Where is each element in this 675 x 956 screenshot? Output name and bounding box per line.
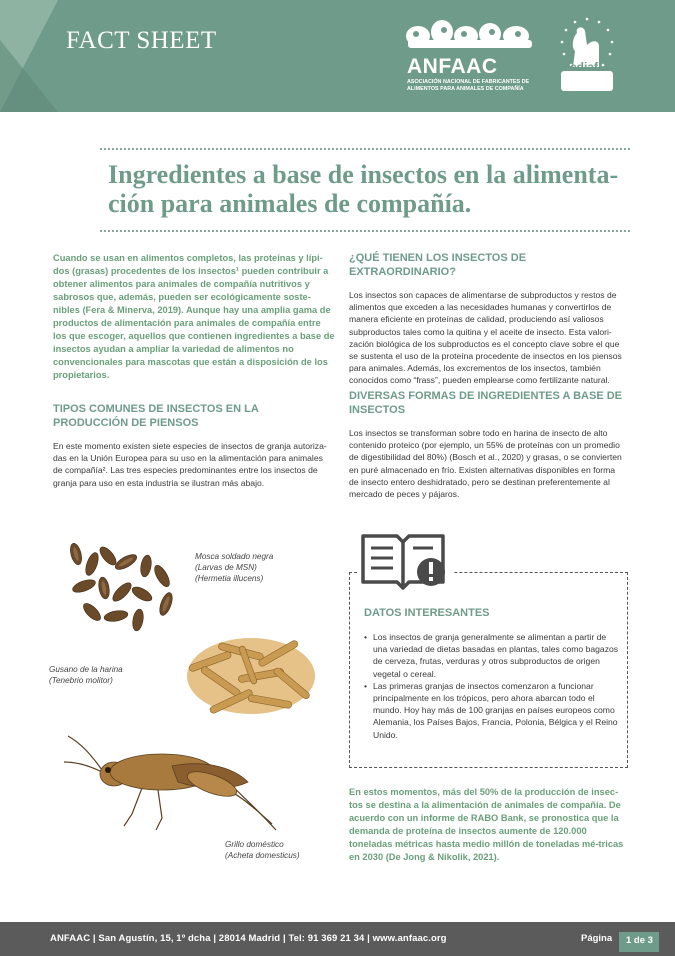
caption-mosca-latin: (Hermetia illucens)	[195, 574, 264, 583]
section-tipos-heading: TIPOS COMUNES DE INSECTOS EN LA PRODUCCIÓN DE PIENSOS	[53, 403, 259, 429]
caption-gusano-latin: (Tenebrio molitor)	[49, 676, 113, 685]
page-title: Ingredientes a base de insectos en la alimenta-ción para animales de compañía.	[108, 160, 619, 218]
list-item: • Los insectos de granja generalmente se alimentan a partir de una variedad de dietas basadas en plantas, tales como bagazos de cerveza, frutas, verduras y otros subproductos de origen vegetal o cereal.	[364, 631, 620, 680]
section-formas-body: Los insectos se transforman sobre todo en harina de insecto de alto contenido proteico (por ejemplo, un 55% de proteínas con un promedio de digestibilidad del 80%) (Bosch et al., 2020) y grasas, o se convierten en puré almacenado en frío. Existen alternativas disponibles en forma de insecto entero deshidratado, pero se destinan preferentemente al mercado de peces y pájaros.	[349, 428, 622, 500]
anfaac-wordmark: ANFAAC	[407, 55, 498, 78]
intro-paragraph: Cuando se usan en alimentos completos, las proteínas y lípi-dos (grasas) procedentes de los insectos¹ pueden contribuir a obtener alimentos para animales de compañía nutritivos y sabrosos que, además, pueden ser ecológicamente soste-nibles (Fera & Minerva, 2019). Aunque hay una amplia gama de productos de alimentación para animales de compañía entre los que escoger, aquellos que contienen ingredientes a base de insectos ayudan a ampliar la variedad de alimentos no convencionales para mascotas que están a disposición de los propietarios.	[53, 253, 335, 380]
caption-gusano-common: Gusano de la harina	[49, 665, 123, 674]
open-book-alert-icon	[357, 528, 453, 592]
page-number: 1 de 3	[626, 935, 653, 946]
title-divider-bottom	[100, 230, 630, 232]
black-soldier-fly-larvae-image	[62, 534, 202, 634]
datos-list	[364, 631, 620, 741]
header-triangle-decoration	[0, 0, 120, 112]
title-divider-top	[100, 148, 630, 150]
fediaf-wordmark: fediaf	[566, 60, 599, 74]
section-formas	[349, 389, 627, 500]
anfaac-subtitle: ASOCIACIÓN NACIONAL DE FABRICANTES DE ALIMENTOS PARA ANIMALES DE COMPAÑÍA	[407, 79, 530, 92]
fediaf-logo-icon	[555, 15, 619, 99]
caption-gusano	[49, 664, 123, 686]
datos-box	[349, 572, 628, 768]
caption-grillo	[225, 839, 300, 861]
section-tipos-body: En este momento existen siete especies de insectos de granja autoriza-das en la Unión Europea para su uso en la alimentación para animales de compañía². Las tres especies predominantes entre los insectos de granja para uso en esta industria se ilustran más abajo.	[53, 441, 327, 488]
caption-grillo-common: Grillo doméstico	[225, 840, 284, 849]
section-que-heading: ¿QUÉ TIENEN LOS INSECTOS DE EXTRAORDINARIO?	[349, 252, 527, 278]
page-label: Página	[581, 933, 613, 944]
datos-title: DATOS INTERESANTES	[364, 607, 490, 619]
fact-sheet-title: FACT SHEET	[66, 27, 217, 54]
section-formas-heading: DIVERSAS FORMAS DE INGREDIENTES A BASE DE INSECTOS	[349, 390, 622, 416]
section-tipos	[53, 402, 333, 489]
section-que-body: Los insectos son capaces de alimentarse de subproductos y restos de alimentos que exceden a las necesidades humanas y convertirlos de manera eficiente en proteínas de calidad, produciendo así valiosos subproductos tales como la quitina y el aceite de insecto. Esta valori-zación biológica de los subproductos es el concepto clave sobre el que se sustenta el uso de la proteína procedente de insectos en los piensos para animales. Además, los excrementos de los insectos, también conocidos como “frass”, pueden emplearse como fertilizante natural.	[349, 290, 622, 386]
caption-mosca	[195, 551, 273, 584]
footer-contact: ANFAAC | San Agustín, 15, 1º dcha | 28014 Madrid | Tel: 91 369 21 34 | www.anfaac.org	[50, 933, 447, 944]
mealworm-image	[178, 628, 324, 724]
caption-mosca-common: Mosca soldado negra	[195, 552, 274, 561]
caption-grillo-latin: (Acheta domesticus)	[225, 851, 300, 860]
header-banner	[0, 0, 675, 112]
footer	[0, 922, 675, 956]
house-cricket-image	[62, 726, 284, 838]
closing-paragraph: En estos momentos, más del 50% de la producción de insec-tos se destina a la alimentación de animales de compañía. De acuerdo con un informe de RABO Bank, se pronostica que la demanda de proteína de insectos aumente de 120.000 toneladas métricas hasta medio millón de toneladas mé-tricas en 2030 (De Jong & Nikolik, 2021).	[349, 787, 624, 862]
section-que	[349, 251, 627, 387]
list-item: • Las primeras granjas de insectos comenzaron a funcionar principalmente en los trópicos, pero ahora abarcan todo el mundo. Hoy hay más de 100 granjas en países europeos como Alemania, los Países Bajos, Francia, Polonia, Bélgica y el Reino Unido.	[364, 680, 620, 741]
caption-mosca-alt: (Larvas de MSN)	[195, 563, 257, 572]
